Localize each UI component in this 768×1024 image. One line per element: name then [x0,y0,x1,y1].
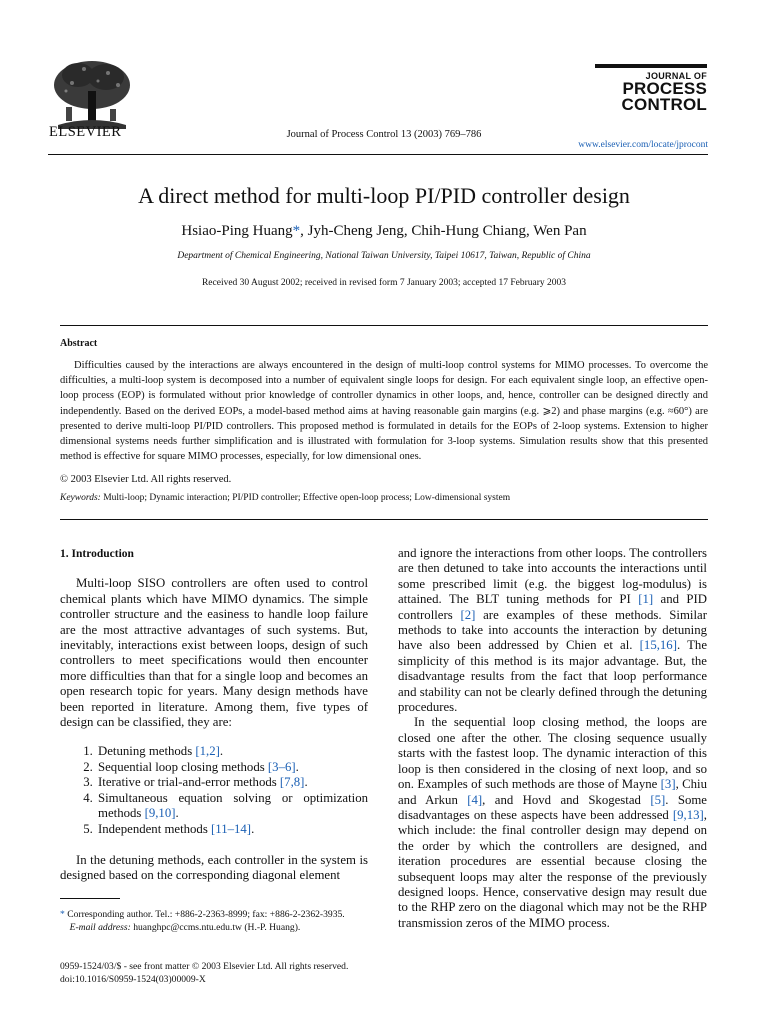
citation-link[interactable]: [15,16] [639,638,677,653]
abstract-text: Difficulties caused by the interactions are always encountered in the design of multi-loop control systems for MIMO processes. To overcome the difficulties, a multi-loop system is decomposed into a number of equivalent single loops for design. For each equivalent single loop, an effective open-loop process (EOP) is formulated without prior knowledge of controller dynamics in other loops, and, hence, controller can be designed directly and independently. Based on the derived EOPs, a model-based method aims at having reasonable gain margins (e.g. ⩾2) and phase margins (e.g. ≈60°) are presented to derive multi-loop PI/PID controllers. This proposed method is formulated in details for the EOPs of 2-loop systems. Extension to higher dimensional systems needs further simplification and is illustrated with formulation for 3-loop systems. Simulation results show that this presented method is effective for square MIMO processes, especially, for low dimensional ones. [60,360,708,463]
corresponding-author-mark[interactable]: * [292,223,301,239]
list-item: 4. Simultaneous equation solving or optimization methods [9,10]. [96,791,368,822]
journal-reference: Journal of Process Control 13 (2003) 769–786 [286,129,482,140]
list-item: 1. Detuning methods [1,2]. [96,744,368,759]
citation-link[interactable]: [1] [638,592,654,607]
journal-logo-line-1: JOURNAL OF [645,71,707,81]
footnote-divider [60,898,120,899]
article-metadata [60,960,348,986]
section-heading: 1. Introduction [60,548,134,560]
footnote: * Corresponding author. Tel.: +886-2-2363-8999; fax: +886-2-2362-3935. E-mail address: huanghpc@ccms.ntu.edu.tw (H.-P. Huang). [60,909,345,934]
email-label: E-mail address: [69,922,131,934]
list-item: 5. Independent methods [11–14]. [96,822,368,837]
keywords-label: Keywords: [60,493,101,503]
list-item: 3. Iterative or trial-and-error methods [7,8]. [96,775,368,790]
doi-line[interactable]: doi:10.1016/S0959-1524(03)00009-X [60,974,206,986]
citation-link[interactable]: [4] [467,792,483,807]
intro-paragraph: In the detuning methods, each controller in the system is designed based on the corresponding diagonal element [60,852,368,883]
paper-title: A direct method for multi-loop PI/PID controller design [138,183,630,208]
intro-paragraph: and ignore the interactions from other loops. The controllers are then detuned to take into accounts the interactions until some prescribed limit (e.g. the biggest log-modulus) is attained. The BLT tuning methods for PI [1] and PID controllers [2] are examples of these methods. Similar methods to take into accounts the interaction by detuning have also been addressed by Chien et al. [15,16]. The simplicity of this method is its major advantage. But, the disadvantage results from the fact that loop performance and stability can not be clearly defined through the detuning procedures. [398,546,708,715]
journal-url-link[interactable]: www.elsevier.com/locate/jprocont [578,140,708,150]
abstract-bottom-divider [60,519,708,520]
keywords-list: Multi-loop; Dynamic interaction; PI/PID controller; Effective open-loop process; Low-dimensional system [103,493,511,503]
author-name: Chih-Hung Chiang [411,223,526,239]
abstract-top-divider [60,325,708,326]
author-list: Hsiao-Ping Huang*, Jyh-Cheng Jeng, Chih-Hung Chiang, Wen Pan [181,223,587,239]
citation-link[interactable]: [2] [460,607,476,622]
citation-link[interactable]: [5] [650,792,666,807]
citation-link[interactable]: [1,2] [195,744,220,759]
citation-link[interactable]: [3] [660,777,676,792]
citation-link[interactable]: [7,8] [279,775,305,790]
journal-logo [595,64,707,113]
citation-link[interactable]: [9,10] [144,806,176,821]
abstract-copyright: © 2003 Elsevier Ltd. All rights reserved. [60,474,232,485]
footnote-mark: * [60,909,65,920]
email-address[interactable]: huanghpc@ccms.ntu.edu.tw (H.-P. Huang). [130,922,301,934]
author-name: Hsiao-Ping Huang [181,223,293,239]
citation-link[interactable]: [9,13] [672,807,704,822]
affiliation: Department of Chemical Engineering, National Taiwan University, Taipei 10617, Taiwan, Republic of China [177,251,591,261]
design-methods-list [60,744,368,836]
journal-logo-line-3: CONTROL [621,95,707,114]
author-name: Wen Pan [533,223,587,239]
abstract-heading: Abstract [60,338,98,349]
intro-paragraph: Multi-loop SISO controllers are often used to control chemical plants which have MIMO dynamics. The simple controller structure and the easiness to handle loop failure are the most attractive advantages of such systems. But, inevitably, interactions exist between loops, design of such controllers to meet specifications would then encounter more difficulties than that for a single loop and becomes an open research topic for years. Many design methods have been reported in literature. Among them, five types of design can be classified, they are: [60,576,368,730]
keywords [60,493,510,503]
header-divider [48,154,708,155]
list-item: 2. Sequential loop closing methods [3–6]. [96,760,368,775]
left-column [60,547,368,884]
issn-line: 0959-1524/03/$ - see front matter © 2003 Elsevier Ltd. All rights reserved. [60,961,349,972]
submission-dates: Received 30 August 2002; received in revised form 7 January 2003; accepted 17 February 2003 [201,278,567,288]
journal-logo-line-2: PROCESS [622,79,707,98]
journal-logo-bar [595,64,707,68]
citation-link[interactable]: [3–6] [267,759,296,774]
intro-paragraph: In the sequential loop closing method, the loops are closed one after the other. The closing sequence usually starts with the fastest loop. The dynamic interaction of this loop is then considered in the closing of next loop, and so on. Examples of such methods are those of Mayne [3], Chiu and Arkun [4], and Hovd and Skogestad [5]. Some disadvantages on these aspects have been addressed [9,13], which include: the final controller design may depend on the order by which the controllers are designed, and iteration procedures are essential because closing the subsequent loops may alter the response of the previously designed loops. Hence, conservative design may result due to the RHP zero on the diagonal which may not be the RHP transmission zeros of the MIMO process. [398,715,708,930]
publisher-name: ELSEVIER [49,124,122,140]
author-name: Jyh-Cheng Jeng [307,223,404,239]
right-column [398,546,707,931]
citation-link[interactable]: [11–14] [211,821,252,836]
